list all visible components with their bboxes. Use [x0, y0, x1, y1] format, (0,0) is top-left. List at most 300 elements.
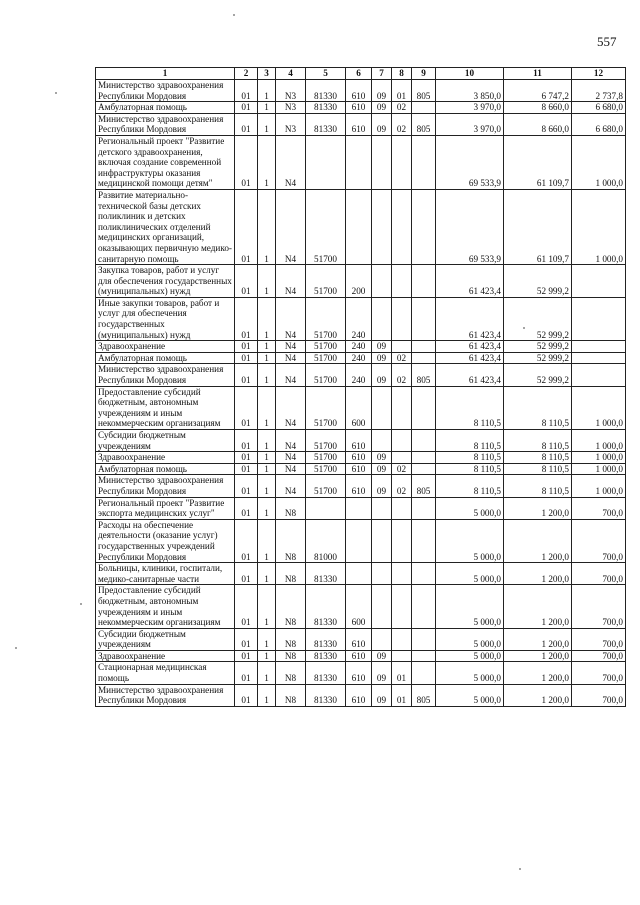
- code-cell: 01: [235, 135, 258, 189]
- amount-cell: 1 200,0: [504, 585, 572, 628]
- code-cell: 1: [258, 452, 276, 464]
- program-cell: N4: [276, 352, 306, 364]
- code-cell: 1: [258, 265, 276, 298]
- subsection-cell: [392, 519, 412, 562]
- code-cell: 01: [235, 341, 258, 353]
- amount-cell: [572, 364, 626, 386]
- ministry-cell: 805: [412, 80, 436, 102]
- item-name-cell: Здравоохранение: [96, 650, 235, 662]
- section-cell: [372, 563, 392, 585]
- item-name-cell: Региональный проект "Развитие экспорта медицинских услуг": [96, 497, 235, 519]
- direction-cell: 51700: [306, 341, 346, 353]
- item-name-cell: Министерство здравоохранения Республики Мордовия: [96, 80, 235, 102]
- subsection-cell: [392, 386, 412, 429]
- subsection-cell: [392, 452, 412, 464]
- header-row: [96, 68, 626, 80]
- code-cell: 1: [258, 463, 276, 475]
- code-cell: 1: [258, 297, 276, 340]
- direction-cell: 81330: [306, 650, 346, 662]
- program-cell: N8: [276, 519, 306, 562]
- amount-cell: 69 533,9: [436, 135, 504, 189]
- code-cell: 01: [235, 265, 258, 298]
- program-cell: N4: [276, 386, 306, 429]
- amount-cell: 3 850,0: [436, 80, 504, 102]
- item-name-cell: Больницы, клиники, госпитали, медико-санитарные части: [96, 563, 235, 585]
- direction-cell: 81330: [306, 662, 346, 684]
- code-cell: 01: [235, 662, 258, 684]
- code-cell: 01: [235, 463, 258, 475]
- section-cell: [372, 135, 392, 189]
- amount-cell: 6 747,2: [504, 80, 572, 102]
- amount-cell: [572, 297, 626, 340]
- expense-type-cell: 610: [346, 80, 372, 102]
- table-row: [96, 80, 626, 102]
- scan-speck: [80, 603, 82, 605]
- code-cell: 01: [235, 297, 258, 340]
- program-cell: N4: [276, 135, 306, 189]
- code-cell: 1: [258, 80, 276, 102]
- item-name-cell: Субсидии бюджетным учреждениям: [96, 628, 235, 650]
- section-cell: [372, 265, 392, 298]
- subsection-cell: 01: [392, 684, 412, 706]
- expense-type-cell: 610: [346, 475, 372, 497]
- expense-type-cell: 610: [346, 650, 372, 662]
- amount-cell: 1 000,0: [572, 463, 626, 475]
- ministry-cell: [412, 265, 436, 298]
- table-row: [96, 297, 626, 340]
- code-cell: 01: [235, 650, 258, 662]
- item-name-cell: Предоставление субсидий бюджетным, автономным учреждениям и иным некоммерческим организациям: [96, 585, 235, 628]
- scan-speck: [519, 868, 521, 870]
- ministry-cell: [412, 452, 436, 464]
- item-name-cell: Министерство здравоохранения Республики Мордовия: [96, 364, 235, 386]
- amount-cell: 61 423,4: [436, 265, 504, 298]
- column-header: 7: [372, 68, 392, 80]
- subsection-cell: [392, 628, 412, 650]
- amount-cell: 8 110,5: [504, 386, 572, 429]
- amount-cell: 61 423,4: [436, 341, 504, 353]
- ministry-cell: [412, 102, 436, 114]
- ministry-cell: 805: [412, 113, 436, 135]
- amount-cell: 5 000,0: [436, 650, 504, 662]
- direction-cell: 81330: [306, 80, 346, 102]
- section-cell: 09: [372, 475, 392, 497]
- amount-cell: 8 110,5: [504, 452, 572, 464]
- subsection-cell: [392, 563, 412, 585]
- amount-cell: 700,0: [572, 628, 626, 650]
- expense-type-cell: 610: [346, 113, 372, 135]
- expense-type-cell: 240: [346, 364, 372, 386]
- ministry-cell: 805: [412, 684, 436, 706]
- code-cell: 1: [258, 341, 276, 353]
- expense-type-cell: 610: [346, 452, 372, 464]
- code-cell: 01: [235, 189, 258, 264]
- table-row: [96, 386, 626, 429]
- amount-cell: 8 660,0: [504, 102, 572, 114]
- section-cell: [372, 297, 392, 340]
- amount-cell: 61 109,7: [504, 189, 572, 264]
- column-header: 4: [276, 68, 306, 80]
- code-cell: 01: [235, 364, 258, 386]
- program-cell: N4: [276, 463, 306, 475]
- column-header: 2: [235, 68, 258, 80]
- amount-cell: 6 680,0: [572, 102, 626, 114]
- code-cell: 01: [235, 684, 258, 706]
- amount-cell: 1 000,0: [572, 386, 626, 429]
- ministry-cell: [412, 386, 436, 429]
- amount-cell: 8 110,5: [436, 463, 504, 475]
- section-cell: 09: [372, 113, 392, 135]
- code-cell: 1: [258, 628, 276, 650]
- amount-cell: 1 000,0: [572, 135, 626, 189]
- amount-cell: 700,0: [572, 684, 626, 706]
- expense-type-cell: 600: [346, 585, 372, 628]
- table-row: [96, 650, 626, 662]
- amount-cell: 700,0: [572, 585, 626, 628]
- expense-type-cell: [346, 189, 372, 264]
- table-row: [96, 475, 626, 497]
- ministry-cell: [412, 297, 436, 340]
- ministry-cell: [412, 563, 436, 585]
- code-cell: 1: [258, 662, 276, 684]
- subsection-cell: [392, 497, 412, 519]
- item-name-cell: Министерство здравоохранения Республики Мордовия: [96, 684, 235, 706]
- item-name-cell: Иные закупки товаров, работ и услуг для обеспечения государственных (муниципальных) нужд: [96, 297, 235, 340]
- program-cell: N8: [276, 684, 306, 706]
- amount-cell: 1 000,0: [572, 189, 626, 264]
- item-name-cell: Амбулаторная помощь: [96, 463, 235, 475]
- amount-cell: 5 000,0: [436, 662, 504, 684]
- column-header: 5: [306, 68, 346, 80]
- program-cell: N4: [276, 475, 306, 497]
- subsection-cell: [392, 265, 412, 298]
- subsection-cell: 02: [392, 113, 412, 135]
- direction-cell: 51700: [306, 297, 346, 340]
- section-cell: 09: [372, 452, 392, 464]
- subsection-cell: 02: [392, 352, 412, 364]
- amount-cell: 5 000,0: [436, 684, 504, 706]
- expense-type-cell: 610: [346, 662, 372, 684]
- expense-type-cell: [346, 135, 372, 189]
- ministry-cell: 805: [412, 364, 436, 386]
- code-cell: 1: [258, 352, 276, 364]
- program-cell: N4: [276, 297, 306, 340]
- amount-cell: 8 110,5: [504, 430, 572, 452]
- program-cell: N4: [276, 430, 306, 452]
- table-row: [96, 628, 626, 650]
- item-name-cell: Амбулаторная помощь: [96, 102, 235, 114]
- code-cell: 1: [258, 430, 276, 452]
- ministry-cell: 805: [412, 475, 436, 497]
- code-cell: 1: [258, 519, 276, 562]
- code-cell: 1: [258, 386, 276, 429]
- ministry-cell: [412, 135, 436, 189]
- table-row: [96, 563, 626, 585]
- code-cell: 1: [258, 497, 276, 519]
- amount-cell: 52 999,2: [504, 341, 572, 353]
- amount-cell: 6 680,0: [572, 113, 626, 135]
- code-cell: 1: [258, 684, 276, 706]
- program-cell: N4: [276, 341, 306, 353]
- section-cell: [372, 497, 392, 519]
- amount-cell: 1 000,0: [572, 452, 626, 464]
- amount-cell: 61 423,4: [436, 364, 504, 386]
- amount-cell: 8 110,5: [504, 463, 572, 475]
- amount-cell: 2 737,8: [572, 80, 626, 102]
- table-row: [96, 189, 626, 264]
- budget-table: [95, 67, 626, 707]
- ministry-cell: [412, 352, 436, 364]
- item-name-cell: Субсидии бюджетным учреждениям: [96, 430, 235, 452]
- subsection-cell: 02: [392, 364, 412, 386]
- item-name-cell: Здравоохранение: [96, 452, 235, 464]
- section-cell: 09: [372, 102, 392, 114]
- code-cell: 01: [235, 452, 258, 464]
- ministry-cell: [412, 662, 436, 684]
- program-cell: N4: [276, 452, 306, 464]
- amount-cell: 1 000,0: [572, 475, 626, 497]
- ministry-cell: [412, 628, 436, 650]
- subsection-cell: 01: [392, 662, 412, 684]
- ministry-cell: [412, 497, 436, 519]
- program-cell: N8: [276, 497, 306, 519]
- direction-cell: 51700: [306, 463, 346, 475]
- table-row: [96, 113, 626, 135]
- table-row: [96, 265, 626, 298]
- amount-cell: 8 110,5: [436, 475, 504, 497]
- direction-cell: 81000: [306, 519, 346, 562]
- expense-type-cell: [346, 497, 372, 519]
- code-cell: 1: [258, 650, 276, 662]
- program-cell: N3: [276, 113, 306, 135]
- program-cell: N8: [276, 563, 306, 585]
- direction-cell: 51700: [306, 265, 346, 298]
- section-cell: 09: [372, 341, 392, 353]
- table-row: [96, 452, 626, 464]
- program-cell: N8: [276, 662, 306, 684]
- expense-type-cell: 600: [346, 386, 372, 429]
- section-cell: 09: [372, 684, 392, 706]
- amount-cell: 3 970,0: [436, 113, 504, 135]
- amount-cell: 1 200,0: [504, 628, 572, 650]
- subsection-cell: 01: [392, 80, 412, 102]
- table-row: [96, 430, 626, 452]
- amount-cell: 52 999,2: [504, 364, 572, 386]
- amount-cell: 5 000,0: [436, 519, 504, 562]
- item-name-cell: Министерство здравоохранения Республики Мордовия: [96, 113, 235, 135]
- section-cell: 09: [372, 650, 392, 662]
- amount-cell: 5 000,0: [436, 563, 504, 585]
- expense-type-cell: 610: [346, 463, 372, 475]
- ministry-cell: [412, 189, 436, 264]
- table-row: [96, 463, 626, 475]
- expense-type-cell: 610: [346, 628, 372, 650]
- amount-cell: 8 110,5: [436, 430, 504, 452]
- table-row: [96, 519, 626, 562]
- expense-type-cell: [346, 563, 372, 585]
- code-cell: 1: [258, 364, 276, 386]
- program-cell: N3: [276, 102, 306, 114]
- expense-type-cell: 610: [346, 102, 372, 114]
- subsection-cell: [392, 189, 412, 264]
- program-cell: N8: [276, 628, 306, 650]
- amount-cell: 52 999,2: [504, 352, 572, 364]
- scan-speck: [15, 647, 17, 649]
- amount-cell: 1 200,0: [504, 662, 572, 684]
- scan-speck: [233, 14, 235, 16]
- section-cell: [372, 519, 392, 562]
- subsection-cell: [392, 341, 412, 353]
- item-name-cell: Стационарная медицинская помощь: [96, 662, 235, 684]
- item-name-cell: Расходы на обеспечение деятельности (оказание услуг) государственных учреждений Республики Мордовия: [96, 519, 235, 562]
- code-cell: 01: [235, 519, 258, 562]
- amount-cell: 1 200,0: [504, 650, 572, 662]
- column-header: 8: [392, 68, 412, 80]
- code-cell: 01: [235, 585, 258, 628]
- subsection-cell: 02: [392, 102, 412, 114]
- code-cell: 1: [258, 475, 276, 497]
- subsection-cell: [392, 650, 412, 662]
- subsection-cell: [392, 585, 412, 628]
- table-body: [96, 80, 626, 707]
- direction-cell: 81330: [306, 102, 346, 114]
- ministry-cell: [412, 585, 436, 628]
- item-name-cell: Министерство здравоохранения Республики Мордовия: [96, 475, 235, 497]
- item-name-cell: Закупка товаров, работ и услуг для обеспечения государственных (муниципальных) нужд: [96, 265, 235, 298]
- scan-speck: [55, 92, 57, 94]
- direction-cell: 51700: [306, 430, 346, 452]
- page-number: 557: [597, 34, 617, 49]
- section-cell: [372, 430, 392, 452]
- expense-type-cell: 200: [346, 265, 372, 298]
- table-row: [96, 102, 626, 114]
- amount-cell: 5 000,0: [436, 628, 504, 650]
- ministry-cell: [412, 519, 436, 562]
- direction-cell: 81330: [306, 113, 346, 135]
- direction-cell: 81330: [306, 628, 346, 650]
- expense-type-cell: 610: [346, 684, 372, 706]
- column-header: 10: [436, 68, 504, 80]
- item-name-cell: Предоставление субсидий бюджетным, автономным учреждениям и иным некоммерческим организациям: [96, 386, 235, 429]
- expense-type-cell: 240: [346, 352, 372, 364]
- section-cell: 09: [372, 80, 392, 102]
- direction-cell: 51700: [306, 189, 346, 264]
- direction-cell: [306, 135, 346, 189]
- program-cell: N3: [276, 80, 306, 102]
- amount-cell: 61 423,4: [436, 352, 504, 364]
- code-cell: 01: [235, 430, 258, 452]
- subsection-cell: 02: [392, 463, 412, 475]
- direction-cell: 81330: [306, 563, 346, 585]
- program-cell: N4: [276, 364, 306, 386]
- table-row: [96, 497, 626, 519]
- column-header: 6: [346, 68, 372, 80]
- column-header: 12: [572, 68, 626, 80]
- code-cell: 01: [235, 352, 258, 364]
- amount-cell: 1 200,0: [504, 684, 572, 706]
- section-cell: 09: [372, 463, 392, 475]
- amount-cell: 8 110,5: [504, 475, 572, 497]
- scan-speck: [523, 327, 525, 329]
- amount-cell: 1 000,0: [572, 430, 626, 452]
- amount-cell: 5 000,0: [436, 585, 504, 628]
- expense-type-cell: 610: [346, 430, 372, 452]
- code-cell: 1: [258, 563, 276, 585]
- amount-cell: 61 423,4: [436, 297, 504, 340]
- expense-type-cell: 240: [346, 341, 372, 353]
- section-cell: 09: [372, 352, 392, 364]
- amount-cell: [572, 352, 626, 364]
- code-cell: 1: [258, 113, 276, 135]
- amount-cell: 69 533,9: [436, 189, 504, 264]
- amount-cell: 8 110,5: [436, 452, 504, 464]
- item-name-cell: Здравоохранение: [96, 341, 235, 353]
- expense-type-cell: [346, 519, 372, 562]
- code-cell: 01: [235, 497, 258, 519]
- table-row: [96, 352, 626, 364]
- amount-cell: [572, 265, 626, 298]
- item-name-cell: Региональный проект "Развитие детского здравоохранения, включая создание современной инфраструктуры оказания медицинской помощи детям": [96, 135, 235, 189]
- amount-cell: 700,0: [572, 662, 626, 684]
- column-header: 11: [504, 68, 572, 80]
- amount-cell: 52 999,2: [504, 297, 572, 340]
- code-cell: 01: [235, 80, 258, 102]
- subsection-cell: [392, 135, 412, 189]
- code-cell: 1: [258, 189, 276, 264]
- amount-cell: 8 110,5: [436, 386, 504, 429]
- amount-cell: [572, 341, 626, 353]
- table-row: [96, 364, 626, 386]
- program-cell: N8: [276, 650, 306, 662]
- subsection-cell: [392, 297, 412, 340]
- code-cell: 01: [235, 102, 258, 114]
- table-row: [96, 341, 626, 353]
- amount-cell: 1 200,0: [504, 497, 572, 519]
- table-row: [96, 585, 626, 628]
- amount-cell: 52 999,2: [504, 265, 572, 298]
- table-row: [96, 684, 626, 706]
- direction-cell: 51700: [306, 364, 346, 386]
- expense-type-cell: 240: [346, 297, 372, 340]
- column-header: 9: [412, 68, 436, 80]
- section-cell: [372, 585, 392, 628]
- code-cell: 01: [235, 628, 258, 650]
- section-cell: [372, 189, 392, 264]
- code-cell: 01: [235, 113, 258, 135]
- direction-cell: 81330: [306, 585, 346, 628]
- subsection-cell: 02: [392, 475, 412, 497]
- amount-cell: 700,0: [572, 650, 626, 662]
- direction-cell: 51700: [306, 475, 346, 497]
- amount-cell: 61 109,7: [504, 135, 572, 189]
- column-header: 1: [96, 68, 235, 80]
- amount-cell: 700,0: [572, 563, 626, 585]
- ministry-cell: [412, 463, 436, 475]
- code-cell: 1: [258, 585, 276, 628]
- table-row: [96, 135, 626, 189]
- amount-cell: 1 200,0: [504, 563, 572, 585]
- table-row: [96, 662, 626, 684]
- amount-cell: 8 660,0: [504, 113, 572, 135]
- program-cell: N8: [276, 585, 306, 628]
- direction-cell: [306, 497, 346, 519]
- ministry-cell: [412, 341, 436, 353]
- section-cell: 09: [372, 364, 392, 386]
- amount-cell: 3 970,0: [436, 102, 504, 114]
- amount-cell: 700,0: [572, 497, 626, 519]
- section-cell: 09: [372, 662, 392, 684]
- column-header: 3: [258, 68, 276, 80]
